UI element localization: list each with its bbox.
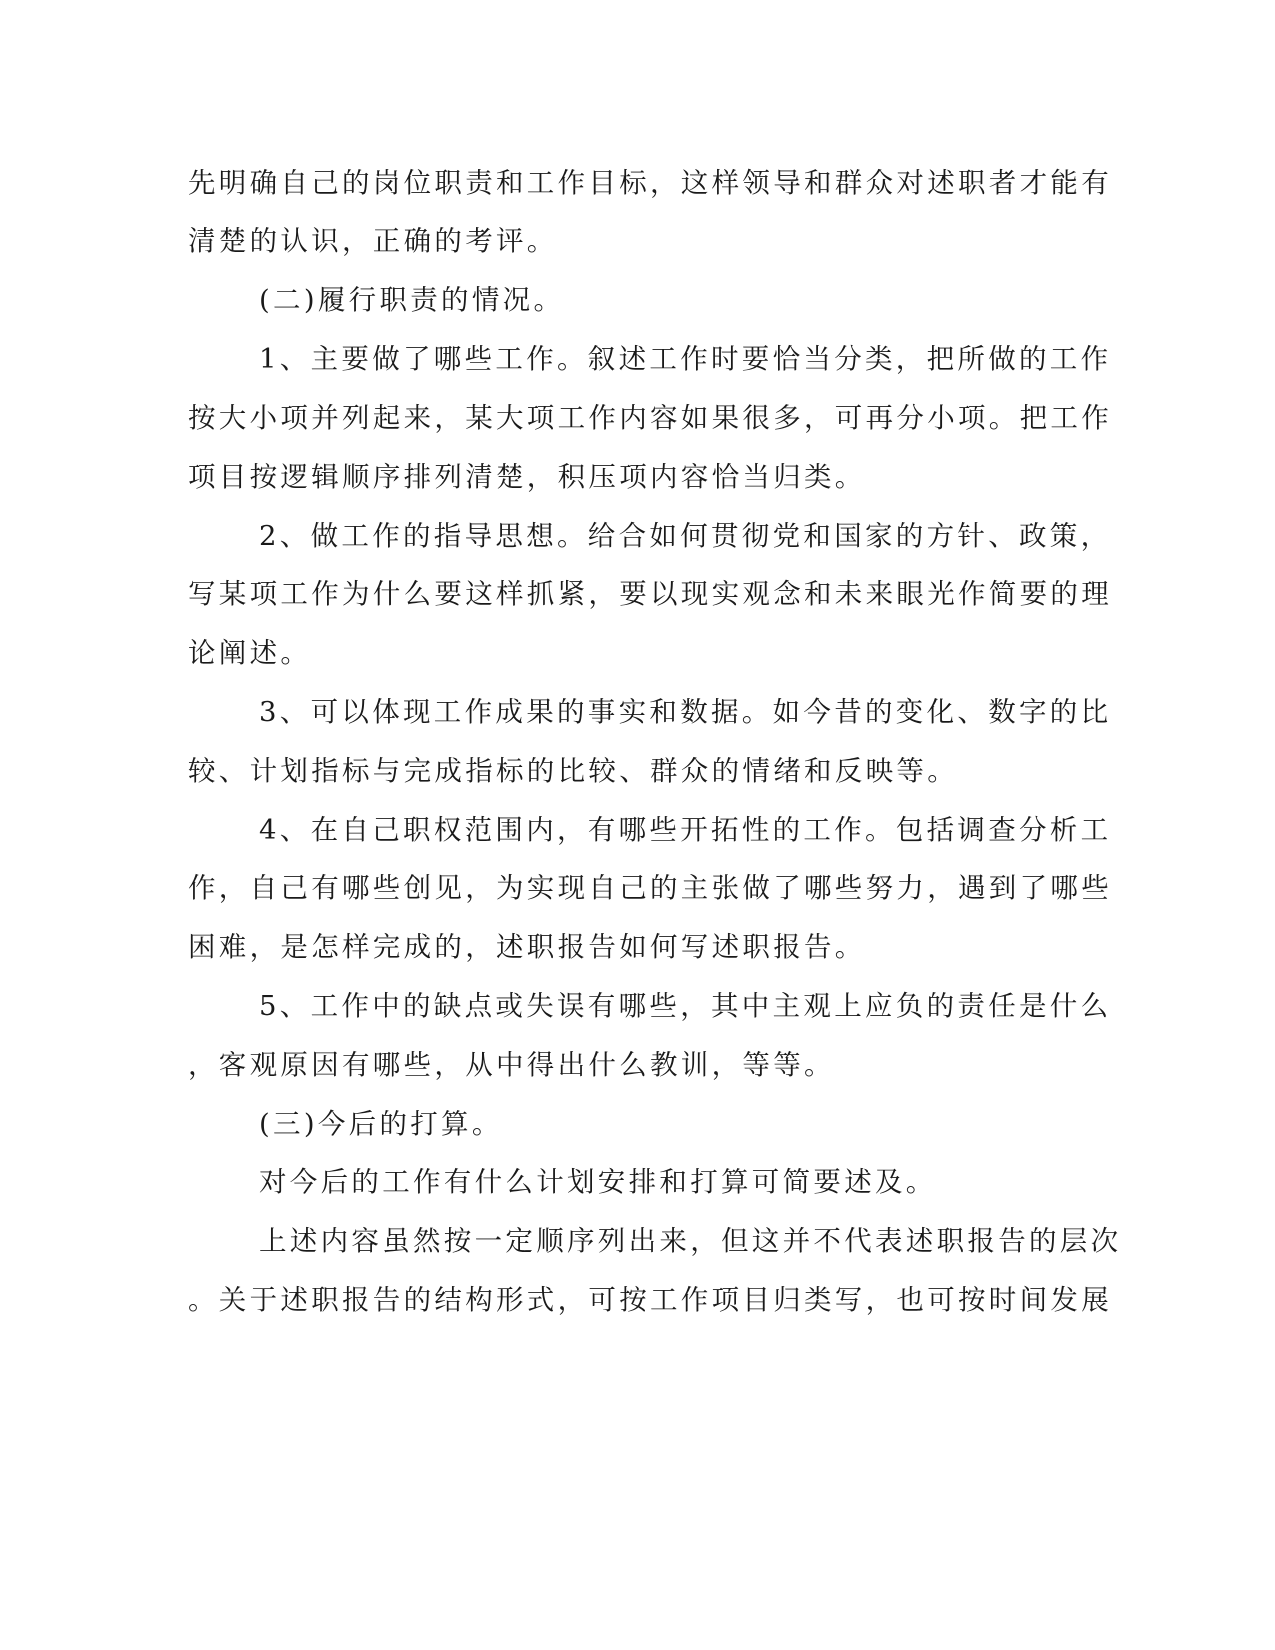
text-line: 项目按逻辑顺序排列清楚，积压项内容恰当归类。 [188, 461, 866, 493]
section-heading: (三)今后的打算。 [259, 1108, 503, 1140]
text-line: 按大小项并列起来，某大项工作内容如果很多，可再分小项。把工作 [188, 402, 1112, 434]
text-line: 对今后的工作有什么计划安排和打算可简要述及。 [259, 1166, 937, 1198]
list-item-2: 2、做工作的指导思想。给合如何贯彻党和国家的方针、政策， [259, 520, 1112, 552]
text-line: 作，自己有哪些创见，为实现自己的主张做了哪些努力，遇到了哪些 [188, 872, 1112, 904]
text-line: 困难，是怎样完成的，述职报告如何写述职报告。 [188, 931, 866, 963]
text-line: 上述内容虽然按一定顺序列出来，但这并不代表述职报告的层次 [259, 1225, 1122, 1257]
text-line: 。关于述职报告的结构形式，可按工作项目归类写，也可按时间发展 [188, 1284, 1112, 1316]
list-item-4: 4、在自己职权范围内，有哪些开拓性的工作。包括调查分析工 [259, 814, 1112, 846]
text-line: 先明确自己的岗位职责和工作目标，这样领导和群众对述职者才能有 [188, 167, 1112, 199]
list-item-5: 5、工作中的缺点或失误有哪些，其中主观上应负的责任是什么 [259, 990, 1112, 1022]
text-line: 写某项工作为什么要这样抓紧，要以现实观念和未来眼光作简要的理 [188, 578, 1112, 610]
text-line: ，客观原因有哪些，从中得出什么教训，等等。 [188, 1049, 835, 1081]
text-line: 论阐述。 [188, 637, 312, 669]
section-heading: (二)履行职责的情况。 [259, 284, 565, 316]
text-line: 清楚的认识，正确的考评。 [188, 225, 558, 257]
list-item-1: 1、主要做了哪些工作。叙述工作时要恰当分类，把所做的工作 [259, 343, 1112, 375]
text-line: 较、计划指标与完成指标的比较、群众的情绪和反映等。 [188, 755, 958, 787]
list-item-3: 3、可以体现工作成果的事实和数据。如今昔的变化、数字的比 [259, 696, 1112, 728]
